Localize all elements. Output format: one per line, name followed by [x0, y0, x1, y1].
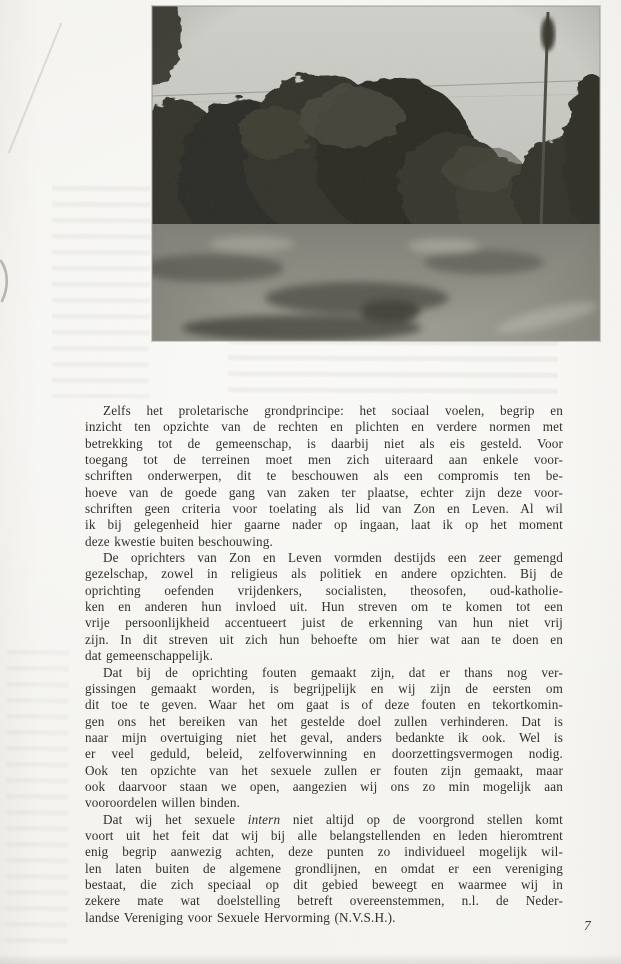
paragraph — [85, 665, 563, 812]
text-line: dat gemeenschappelijk. — [85, 648, 214, 664]
text-line: enig begrip aanwezig achten, deze punten zo individueel mogelijk wil- — [85, 844, 563, 860]
text-line: er veel geduld, beleid, zelfoverwinning en doorzettingsvermogen nodig. — [85, 746, 563, 762]
text-line: deze kwestie buiten beschouwing. — [85, 533, 273, 549]
text-line: zekere mate wat doelstelling betreft overeenstemmen, n.l. de Neder- — [85, 893, 563, 909]
text-line: schriften geen criteria voor toelating als lid van Zon en Leven. Al wil — [85, 501, 563, 517]
text-line: schriften onderwerpen, dit te beschouwen als een compromis ten be- — [85, 468, 563, 484]
bleed-through-artifact — [228, 339, 558, 397]
photo-vignette — [152, 6, 600, 341]
text-line: ik bij gelegenheid hier gaarne nader op ingaan, laat ik op het moment — [85, 517, 563, 533]
text-line: toegang tot de terreinen moet men zich uiteraard aan enkele voor- — [85, 452, 563, 468]
text-line: Zelfs het proletarische grondprincipe: het sociaal voelen, begrip en — [103, 403, 563, 418]
text-line: landse Vereniging voor Sexuele Hervorming (N.V.S.H.). — [85, 909, 396, 925]
text-line: hoeve van de goede gang van zaken ter plaatse, echter zijn deze voor- — [85, 484, 563, 500]
ink-mark — [0, 258, 12, 304]
text-line: ken en anderen hun invloed uit. Hun streven om te komen tot een — [85, 599, 563, 615]
text-line: vooroordelen willen binden. — [85, 795, 241, 811]
paragraph — [85, 403, 563, 550]
text-line: bestaat, die zich speciaal op dit gebied beweegt en waarmee wij in — [85, 876, 563, 892]
text-line: oprichting oefenden vrijdenkers, socialisten, theosofen, oud-katholie- — [85, 582, 563, 598]
bleed-through-artifact — [51, 186, 150, 399]
text-line: naar mijn overtuiging niet het geval, anders bedankte ik ook. Wel is — [85, 729, 563, 745]
text-line: voort uit het feit dat wij bij alle belangstellenden en leden hieromtrent — [85, 827, 563, 843]
bleed-through-artifact — [5, 650, 69, 950]
text-line: gissingen gemaakt worden, is begrijpelijk en wij zijn de eersten om — [85, 680, 563, 696]
text-line: Ook ten opzichte van het sexuele zullen er fouten zijn gemaakt, maar — [85, 762, 563, 778]
text-line: gen ons het bereiken van het gestelde doel zullen verhinderen. Dat is — [85, 713, 563, 729]
page-number: 7 — [584, 918, 591, 933]
text-line: betrekking tot de gemeenschap, is daarbij niet als eis gesteld. Voor — [85, 435, 563, 451]
text-line: ook daarvoor staan we open, aangezien wij ons zo min mogelijk aan — [85, 778, 563, 794]
text-line: Dat wij het sexuele intern niet altijd op de voorgrond stellen komt — [103, 811, 563, 827]
paper-crease — [8, 23, 62, 153]
paragraph — [85, 812, 563, 926]
text-line: inzicht ten opzichte van de rechten en plichten en verdere normen met — [85, 419, 563, 435]
scan-edge-shadow — [0, 954, 621, 964]
body-text — [85, 403, 563, 926]
halftone-photograph — [152, 6, 600, 341]
paragraph — [85, 550, 563, 664]
text-line: Dat bij de oprichting fouten gemaakt zijn, dat er thans nog ver- — [103, 664, 563, 680]
text-line: zijn. In dit streven uit zich hun behoefte om hier wat aan te doen en — [85, 631, 563, 647]
text-line: vrije persoonlijkheid accentueert juist de erkenning van hun niet vrij — [85, 615, 563, 631]
text-line: dit toe te geven. Waar het om gaat is of deze fouten en tekortkomin- — [85, 697, 563, 713]
text-line: len laten buiten de algemene grondlijnen, en omdat er een vereniging — [85, 860, 563, 876]
text-line: gezelschap, zowel in religieus als politiek en andere opzichten. Bij de — [85, 566, 563, 582]
text-line: De oprichters van Zon en Leven vormden destijds een zeer gemengd — [103, 550, 563, 566]
